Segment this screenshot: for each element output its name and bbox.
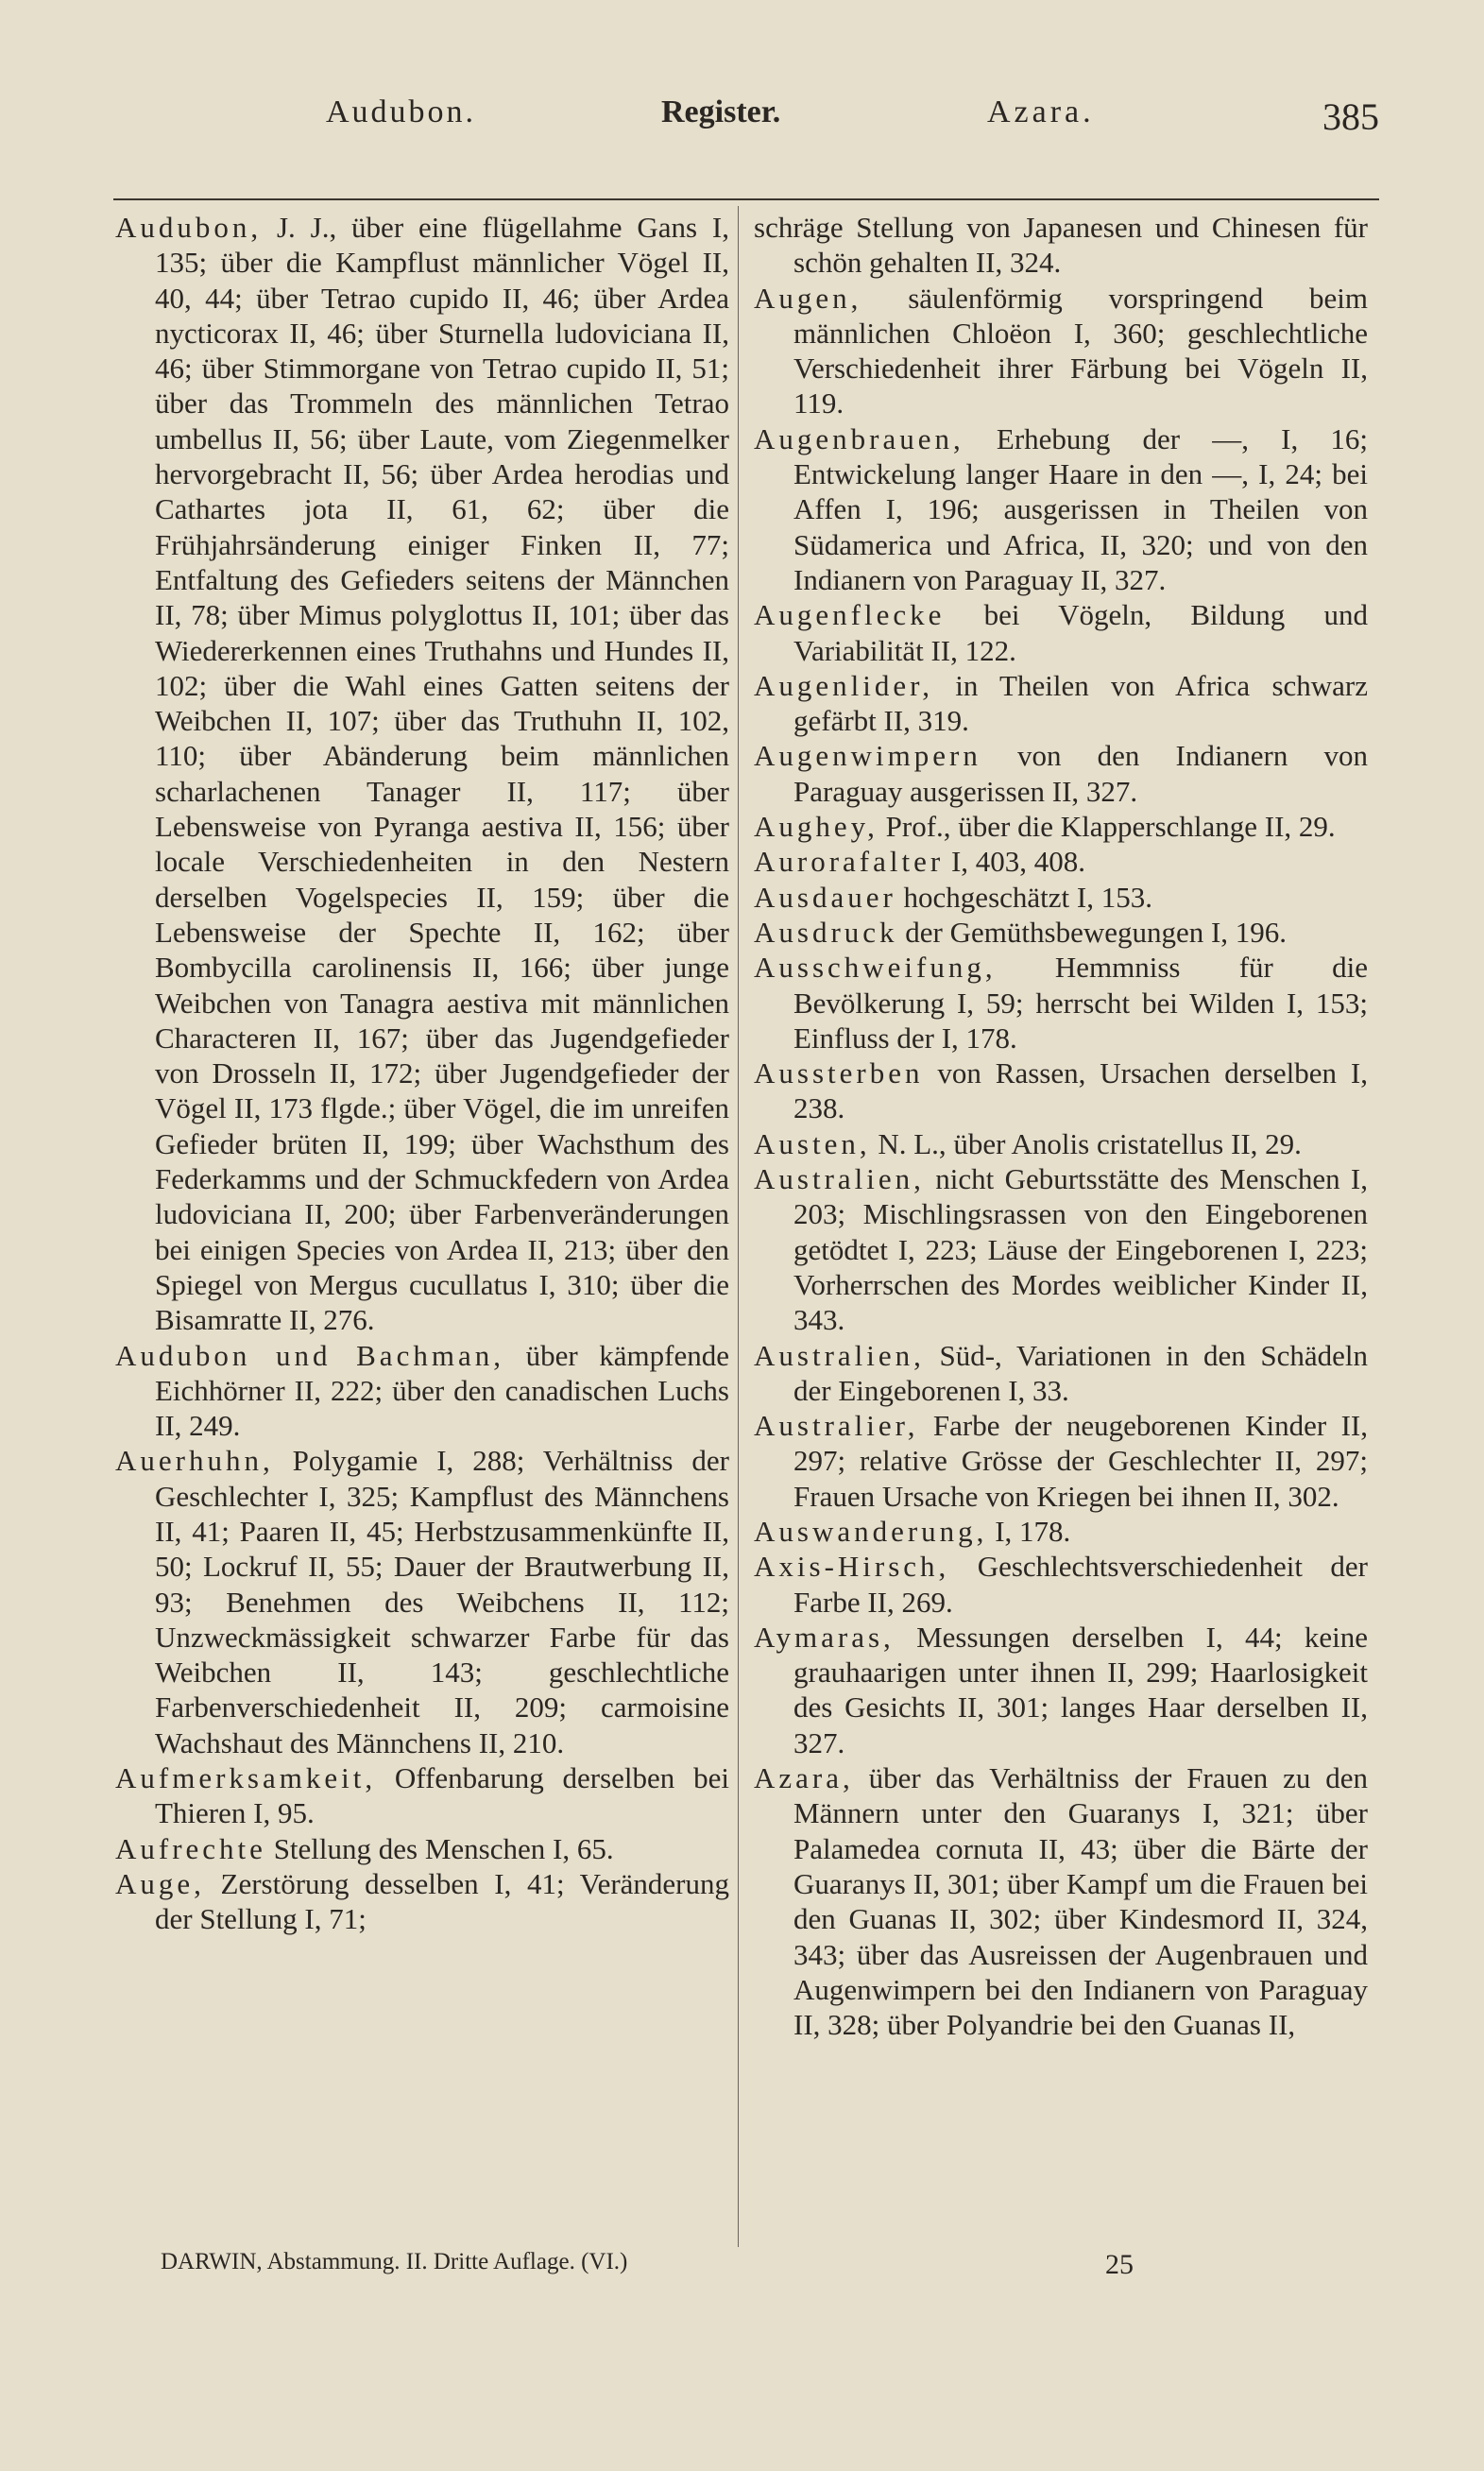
- entry-head: Audubon,: [115, 211, 263, 244]
- index-entry: [754, 844, 1368, 879]
- entry-head: Augenflecke: [754, 598, 946, 632]
- entry-head: Auge,: [115, 1866, 205, 1900]
- index-entry: [115, 1831, 729, 1866]
- column-divider: [738, 206, 739, 2247]
- entry-head: Augenbrauen,: [754, 421, 964, 455]
- entry-head: Australien,: [754, 1162, 925, 1196]
- left-column: [115, 210, 729, 1937]
- entry-text: von den Indianern von Paraguay ausgerissen II, 327.: [793, 739, 1368, 808]
- entry-head: Australier,: [754, 1409, 919, 1443]
- entry-text: Farbe der neugeborenen Kinder II, 297; relative Grösse der Geschlechter II, 297; Frauen Ursache von Kriegen bei ihnen II, 302.: [793, 1409, 1368, 1513]
- index-entry: [754, 1514, 1368, 1549]
- header-title: Register.: [661, 94, 781, 129]
- entry-text: Prof., über die Klapperschlange II, 29.: [878, 810, 1336, 844]
- entry-text: von Rassen, Ursachen derselben I, 238.: [793, 1056, 1368, 1125]
- index-entry: [754, 738, 1368, 809]
- entry-text: bei Vögeln, Bildung und Variabilität II, 122.: [793, 598, 1368, 667]
- entry-text: I, 403, 408.: [944, 845, 1086, 879]
- entry-text: säulenförmig vorspringend beim männlichen Chloëon I, 360; geschlechtliche Verschiedenheit ihrer Färbung bei Vögeln II, 119.: [793, 281, 1368, 420]
- index-entry: [754, 597, 1368, 668]
- index-entry: [754, 210, 1368, 281]
- index-entry: [754, 1055, 1368, 1126]
- entry-head: Auerhuhn,: [115, 1444, 274, 1478]
- index-entry: [754, 281, 1368, 421]
- index-entry: [754, 421, 1368, 597]
- entry-head: Aurorafalter: [754, 845, 945, 879]
- entry-head: Augenwimpern: [754, 739, 981, 773]
- index-entry: [754, 880, 1368, 915]
- entry-head: Aughey,: [754, 810, 878, 844]
- entry-head: Austen,: [754, 1126, 871, 1160]
- right-column: [754, 210, 1368, 2042]
- index-entry: [754, 1620, 1368, 1760]
- index-entry: [754, 1408, 1368, 1514]
- entry-head: Aufmerksamkeit,: [115, 1761, 377, 1795]
- index-entry: [115, 1443, 729, 1760]
- entry-text: Zerstörung desselben I, 41; Veränderung der Stellung I, 71;: [155, 1866, 729, 1936]
- index-entry: [754, 1161, 1368, 1337]
- entry-head: Auswanderung,: [754, 1514, 988, 1548]
- entry-head: Audubon und Bachman,: [115, 1338, 504, 1372]
- entry-head: Aufrechte: [115, 1831, 266, 1865]
- index-entry: [115, 210, 729, 1338]
- header-left-word: Audubon.: [326, 94, 477, 129]
- index-entry: [754, 1126, 1368, 1161]
- index-entry: [754, 809, 1368, 844]
- index-entry: [115, 1760, 729, 1831]
- entry-text: Messungen derselben I, 44; keine grauhaarigen unter ihnen II, 299; Haarlosigkeit des Gesichts II, 301; langes Haar derselben II, 327.: [793, 1620, 1368, 1759]
- page-footer: [161, 2249, 1200, 2287]
- entry-text: Hemmniss für die Bevölkerung I, 59; herrscht bei Wilden I, 153; Einfluss der I, 178.: [793, 951, 1368, 1055]
- entry-head: Australien,: [754, 1338, 925, 1372]
- index-entry: [754, 1338, 1368, 1409]
- entry-text: Stellung des Menschen I, 65.: [265, 1831, 614, 1865]
- page-number: 385: [1322, 95, 1379, 138]
- entry-head: Axis-Hirsch,: [754, 1550, 950, 1584]
- running-header: [113, 94, 1379, 151]
- header-rule: [113, 198, 1379, 200]
- entry-text: I, 178.: [987, 1514, 1071, 1548]
- entry-head: Augenlider,: [754, 668, 933, 702]
- index-entry: [754, 950, 1368, 1055]
- entry-text: Offenbarung derselben bei Thieren I, 95.: [155, 1761, 729, 1830]
- entry-text: Polygamie I, 288; Verhältniss der Geschlechter I, 325; Kampflust des Männchens II, 41; Paaren II, 45; Herbstzusammenkünfte II, 50; Lockruf II, 55; Dauer der Brautwerbung II, 93; Benehmen des Weibchens II, 112; Unzweckmässigkeit schwarzer Farbe für das Weibchen II, 143; geschlechtliche Farbenverschiedenheit II, 209; carmoisine Wachshaut des Männchens II, 210.: [155, 1444, 729, 1759]
- footer-imprint: DARWIN, Abstammung. II. Dritte Auflage. (VI.): [161, 2249, 628, 2274]
- entry-head: Azara,: [754, 1761, 854, 1795]
- entry-head: Augen,: [754, 281, 862, 315]
- entry-text: J. J., über eine flügellahme Gans I, 135; über die Kampflust männlicher Vögel II, 40, 44; über Tetrao cupido II, 46; über Ardea nycticorax II, 46; über Sturnella ludoviciana II, 46; über Stimmorgane von Tetrao cupido II, 51; über das Trommeln des männlichen Tetrao umbellus II, 56; über Laute, vom Ziegenmelker hervorgebracht II, 56; über Ardea herodias und Cathartes jota II, 61, 62; über die Frühjahrsänderung einiger Finken II, 77; Entfaltung des Gefieders seitens der Männchen II, 78; über Mimus polyglottus II, 101; über das Wiedererkennen eines Truthahns und Hundes II, 102; über die Wahl eines Gatten seitens der Weibchen II, 107; über das Truthuhn II, 102, 110; über Abänderung beim männlichen scharlachenen Tanager II, 117; über Lebensweise von Pyranga aestiva II, 156; über locale Verschiedenheiten in den Nestern derselben Vogelspecies II, 159; über die Lebensweise der Spechte II, 162; über Bombycilla carolinensis II, 166; über junge Weibchen von Tanagra aestiva mit männlichen Characteren II, 167; über das Jugendgefieder von Drosseln II, 172; über Jugendgefieder der Vögel II, 173 flgde.; über Vögel, die im unreifen Gefieder brüten II, 199; über Wachsthum des Federkamms und der Schmuckfedern von Ardea ludoviciana II, 200; über Farbenveränderungen bei einigen Species von Ardea II, 213; über den Spiegel von Mergus cucullatus I, 310; über die Bisamratte II, 276.: [155, 211, 729, 1337]
- entry-text: hochgeschätzt I, 153.: [896, 880, 1152, 914]
- entry-text: Süd-, Variationen in den Schädeln der Eingeborenen I, 33.: [793, 1338, 1368, 1407]
- entry-head: Ausschweifung,: [754, 951, 997, 985]
- index-entry: [754, 1549, 1368, 1620]
- entry-text: N. L., über Anolis cristatellus II, 29.: [870, 1126, 1302, 1160]
- entry-head: Aussterben: [754, 1056, 924, 1090]
- entry-head: Aymaras,: [754, 1620, 895, 1654]
- header-right-word: Azara.: [987, 94, 1095, 129]
- entry-text: der Gemüthsbewegungen I, 196.: [897, 915, 1288, 949]
- entry-text: schräge Stellung von Japanesen und Chinesen für schön gehalten II, 324.: [754, 211, 1368, 280]
- entry-text: in Theilen von Africa schwarz gefärbt II, 319.: [793, 668, 1368, 738]
- index-entry: [115, 1338, 729, 1444]
- index-entry: [754, 668, 1368, 739]
- entry-head: Ausdruck: [754, 915, 898, 949]
- entry-text: nicht Geburtsstätte des Menschen I, 203; Mischlingsrassen von den Eingeborenen getödtet I, 223; Läuse der Eingeborenen I, 223; Vorherrschen des Mordes weiblicher Kinder II, 343.: [793, 1162, 1368, 1337]
- entry-text: Geschlechtsverschiedenheit der Farbe II, 269.: [793, 1550, 1368, 1619]
- signature-mark: 25: [1105, 2249, 1134, 2280]
- entry-text: über das Verhältniss der Frauen zu den Männern unter den Guaranys I, 321; über Palamedea cornuta II, 43; über die Bärte der Guaranys II, 301; über Kampf um die Frauen bei den Guanas II, 302; über Kindesmord II, 324, 343; über das Ausreissen der Augenbrauen und Augenwimpern bei den Indianern von Paraguay II, 328; über Polyandrie bei den Guanas II,: [793, 1761, 1368, 2042]
- index-entry: [754, 1760, 1368, 2042]
- index-entry: [115, 1866, 729, 1937]
- entry-text: über kämpfende Eichhörner II, 222; über den canadischen Luchs II, 249.: [155, 1338, 729, 1443]
- entry-head: Ausdauer: [754, 880, 896, 914]
- index-entry: [754, 915, 1368, 950]
- entry-text: Erhebung der —, I, 16; Entwickelung langer Haare in den —, I, 24; bei Affen I, 196; ausgerissen in Theilen von Südamerica und Africa, II, 320; und von den Indianern von Paraguay II, 327.: [793, 421, 1368, 596]
